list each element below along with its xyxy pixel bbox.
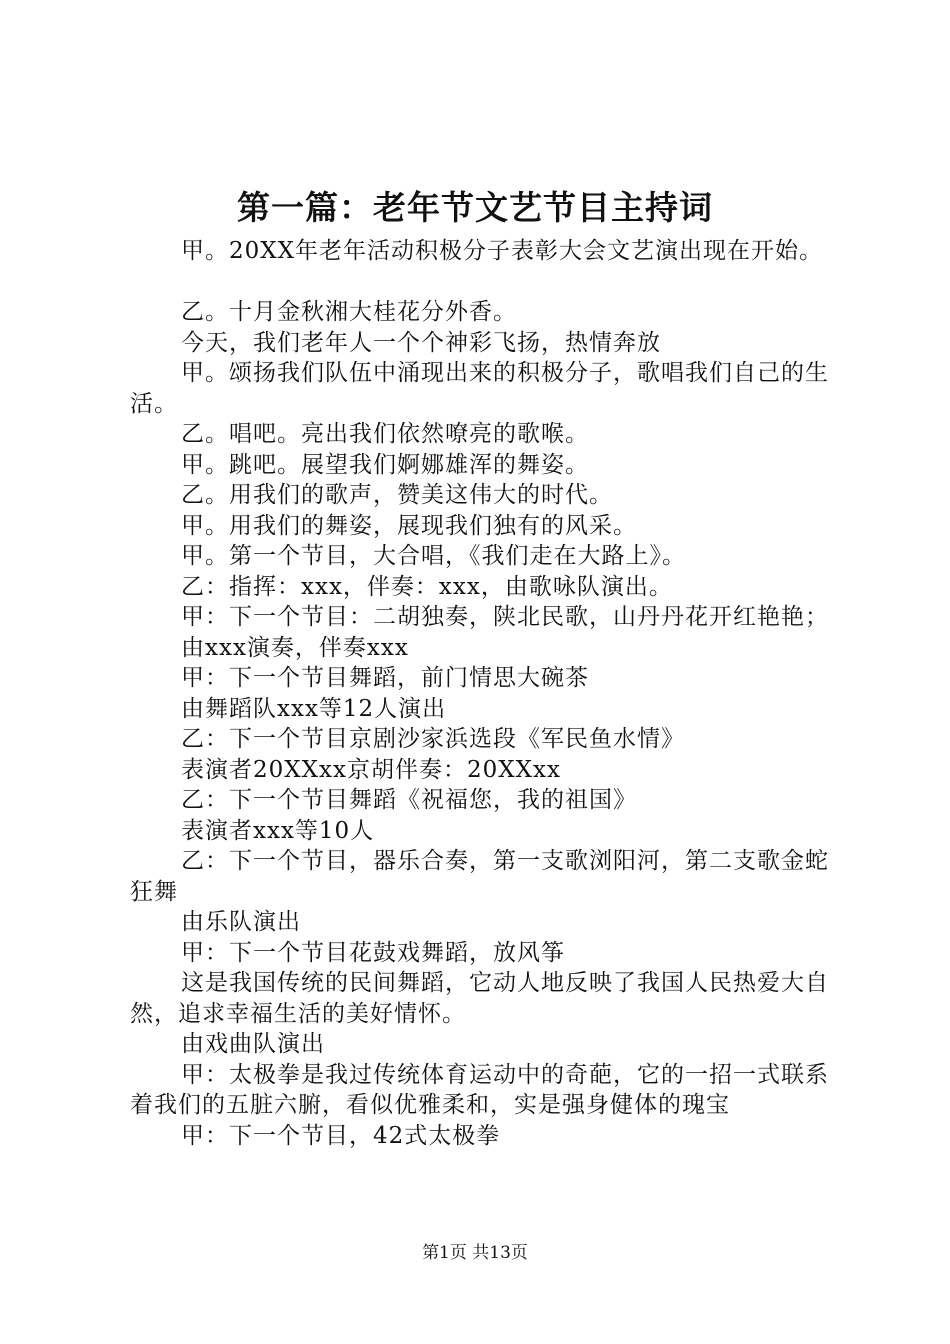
- paragraph: 乙：指挥：xxx，伴奏：xxx，由歌咏队演出。: [181, 573, 673, 600]
- paragraph: 由乐队演出: [181, 909, 301, 935]
- paragraph: 乙。十月金秋湘大桂花分外香。: [181, 299, 517, 325]
- paragraph: 甲。跳吧。展望我们婀娜雄浑的舞姿。: [181, 451, 589, 478]
- document-title: 第一篇：老年节文艺节目主持词: [237, 188, 713, 227]
- blank-line: [130, 267, 850, 298]
- paragraph: 由xxx演奏，伴奏xxx: [181, 634, 409, 661]
- paragraph: 甲。20XX年老年活动积极分子表彰大会文艺演出现在开始。: [181, 238, 824, 264]
- paragraph: 甲：下一个节目：二胡独奏，陕北民歌，山丹丹花开红艳艳；: [181, 604, 829, 630]
- paragraph: 乙：下一个节目京剧沙家浜选段《军民鱼水情》: [181, 726, 685, 752]
- paragraph: 今天，我们老年人一个个神彩飞扬，热情奔放: [181, 329, 661, 356]
- paragraph: 乙：下一个节目舞蹈《祝福您，我的祖国》: [181, 787, 637, 813]
- paragraph: 乙。用我们的歌声，赞美这伟大的时代。: [181, 482, 613, 508]
- paragraph: 表演者xxx等10人: [181, 817, 375, 844]
- paragraph: 乙。唱吧。亮出我们依然嘹亮的歌喉。: [181, 421, 589, 447]
- paragraph: 甲：下一个节目，42式太极拳: [181, 1122, 501, 1149]
- paragraph: 甲。用我们的舞姿，展现我们独有的风采。: [181, 512, 637, 539]
- paragraph: 甲。颂扬我们队伍中涌现出来的积极分子，歌唱我们自己的生活。: [130, 360, 829, 417]
- document-body: [130, 236, 850, 1151]
- paragraph: 这是我国传统的民间舞蹈，它动人地反映了我国人民热爱大自然，追求幸福生活的美好情怀。: [130, 970, 829, 1027]
- paragraph: 甲：下一个节目舞蹈，前门情思大碗茶: [181, 665, 589, 691]
- paragraph: 甲：太极拳是我过传统体育运动中的奇葩，它的一招一式联系着我们的五脏六腑，看似优雅柔和，实是强身健体的瑰宝: [130, 1061, 829, 1118]
- paragraph: 甲。第一个节目，大合唱，《我们走在大路上》。: [181, 543, 686, 569]
- page-footer: 第1页 共13页: [422, 1243, 528, 1263]
- paragraph: 由舞蹈队xxx等12人演出: [181, 695, 447, 722]
- paragraph: 乙：下一个节目，器乐合奏，第一支歌浏阳河，第二支歌金蛇狂舞: [130, 848, 829, 905]
- paragraph: 甲：下一个节目花鼓戏舞蹈，放风筝: [181, 939, 565, 966]
- paragraph: 表演者20XXxx京胡伴奏：20XXxx: [181, 756, 561, 783]
- paragraph: 由戏曲队演出: [181, 1031, 325, 1057]
